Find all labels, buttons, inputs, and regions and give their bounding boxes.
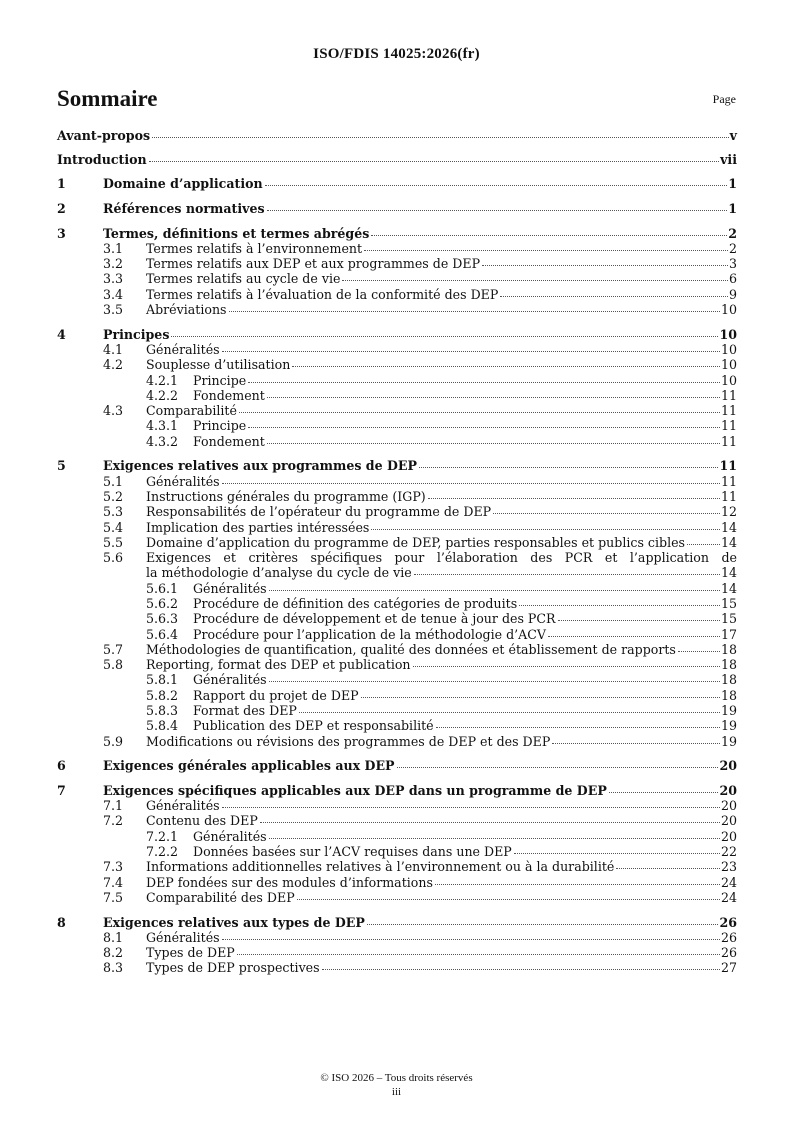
dot-leader [260, 821, 720, 823]
dot-leader [267, 442, 720, 444]
toc-entry-number: 8.2 [103, 945, 124, 961]
toc-entry-page: 1 [728, 200, 737, 216]
dot-leader [435, 883, 720, 885]
toc-entry[interactable] [57, 945, 737, 960]
toc-entry-number: 3 [57, 225, 66, 241]
dot-leader [322, 968, 720, 970]
toc-entry[interactable] [57, 734, 737, 749]
toc-entry-title: Publication des DEP et responsabilité [193, 718, 434, 734]
toc-entry-number: 3.4 [103, 286, 124, 302]
dot-leader [171, 335, 718, 337]
toc-entry-number: 5.5 [103, 534, 124, 550]
toc-entry-title: Contenu des DEP [146, 813, 258, 829]
toc-entry-number: 3.1 [103, 240, 124, 256]
toc-entry-page: 10 [720, 372, 737, 388]
dot-leader [267, 209, 728, 211]
toc-entry-page: 20 [719, 782, 737, 798]
dot-leader [267, 396, 720, 398]
toc-entry-page: 15 [720, 596, 737, 611]
toc-entry-title: Exigences relatives aux types de DEP [103, 914, 365, 930]
toc-entry-page: 19 [720, 733, 737, 749]
toc-entry-title: Généralités [193, 580, 267, 596]
dot-leader [493, 512, 720, 514]
toc-entry[interactable] [57, 758, 737, 773]
toc-entry-title: Termes, définitions et termes abrégés [103, 225, 370, 241]
dot-leader [265, 184, 728, 186]
toc-entry-number: 3.5 [103, 302, 124, 318]
toc-entry-title: Généralités [146, 929, 220, 945]
dot-leader [299, 711, 720, 713]
dot-leader [364, 249, 728, 251]
toc-entry[interactable] [57, 241, 737, 256]
toc-entry-page: 23 [720, 859, 737, 875]
toc-entry[interactable] [57, 657, 737, 672]
dot-leader [414, 573, 720, 575]
toc-entry-title: Introduction [57, 151, 147, 167]
dot-leader [222, 350, 720, 352]
dot-leader [222, 482, 720, 484]
toc-entry[interactable] [57, 930, 737, 945]
toc-entry-page: 9 [728, 286, 737, 302]
toc-entry[interactable] [57, 550, 737, 581]
toc-entry[interactable] [57, 373, 737, 388]
toc-entry-number: 4.1 [103, 341, 124, 357]
toc-entry-page: 17 [720, 626, 737, 642]
toc-entry-title: Rapport du projet de DEP [193, 687, 359, 703]
dot-leader [428, 497, 720, 499]
dot-leader [552, 742, 720, 744]
toc-entry-number: 3.2 [103, 256, 124, 272]
toc-entry[interactable] [57, 890, 737, 905]
dot-leader [436, 726, 720, 728]
toc-entry-number: 6 [57, 758, 66, 774]
toc-entry-title: Généralités [193, 828, 267, 844]
toc-entry-title: Généralités [146, 473, 220, 489]
toc-entry-page: 2 [728, 240, 737, 256]
toc-entry-title: Modifications ou révisions des programmes de DEP et des DEP [146, 733, 551, 749]
toc-entry[interactable] [57, 176, 737, 191]
toc-entry-number: 5.6.1 [146, 580, 179, 596]
toc-entry-number: 5.8.2 [146, 687, 179, 703]
toc-entry-page: 11 [720, 488, 737, 504]
toc-entry-page: 20 [720, 813, 737, 829]
toc-entry[interactable] [57, 271, 737, 286]
toc-entry[interactable] [57, 388, 737, 403]
toc-entry[interactable] [57, 342, 737, 357]
toc-entry-number: 5.9 [103, 733, 124, 749]
toc-entry-page: 14 [720, 519, 737, 535]
toc-entry[interactable] [57, 783, 737, 798]
toc-entry-number: 4.3.2 [146, 433, 179, 449]
dot-leader [248, 426, 720, 428]
dot-leader [222, 938, 720, 940]
toc-entry[interactable] [57, 688, 737, 703]
toc-entry-number: 2 [57, 200, 66, 216]
dot-leader [687, 543, 720, 545]
table-of-contents [57, 128, 737, 976]
dot-leader [419, 466, 718, 468]
toc-entry-number: 7.2.1 [146, 828, 179, 844]
toc-entry-page: 26 [720, 945, 737, 961]
toc-entry-title: Exigences générales applicables aux DEP [103, 758, 395, 774]
toc-entry-title: Comparabilité des DEP [146, 889, 295, 905]
dot-leader [269, 589, 720, 591]
dot-leader [519, 604, 720, 606]
toc-entry-title: Avant-propos [57, 128, 151, 143]
toc-entry-title: Abréviations [146, 302, 227, 318]
toc-entry-page: 18 [720, 641, 737, 657]
toc-entry-page: 11 [720, 403, 737, 419]
toc-entry-number: 5.2 [103, 488, 124, 504]
toc-entry-title: Données basées sur l’ACV requises dans une DEP [193, 844, 512, 860]
toc-entry-page: 18 [720, 672, 737, 688]
toc-entry-number: 5.6.2 [146, 596, 179, 611]
toc-entry[interactable] [57, 403, 737, 418]
toc-entry-title: DEP fondées sur des modules d’informations [146, 874, 433, 890]
toc-entry-number: 4.2 [103, 357, 124, 373]
toc-entry-page: 11 [719, 458, 737, 474]
toc-entry-title: Fondement [193, 387, 265, 403]
toc-entry-title: Termes relatifs à l’environnement [146, 240, 363, 256]
toc-entry[interactable] [57, 875, 737, 890]
dot-leader [149, 160, 719, 162]
toc-entry-number: 1 [57, 176, 66, 192]
toc-entry-title: Domaine d’application du programme de DEP, parties responsables et publics cibles [146, 534, 686, 550]
toc-entry-number: 7.2.2 [146, 844, 179, 860]
toc-entry-number: 5.6.3 [146, 611, 179, 627]
toc-entry[interactable] [57, 226, 737, 241]
toc-entry-title: Termes relatifs aux DEP et aux programmes de DEP [146, 256, 481, 272]
toc-entry-title: Reporting, format des DEP et publication [146, 657, 411, 673]
toc-entry[interactable] [57, 474, 737, 489]
toc-entry-title: Généralités [193, 672, 267, 688]
toc-entry-page: 18 [720, 687, 737, 703]
toc-entry-number: 5.8.4 [146, 718, 179, 734]
toc-entry[interactable] [57, 520, 737, 535]
dot-leader [371, 234, 727, 236]
dot-leader [248, 381, 720, 383]
toc-entry-title: Domaine d’application [103, 176, 263, 192]
toc-entry-page: 14 [720, 534, 737, 550]
toc-entry-number: 8.3 [103, 960, 124, 976]
toc-entry-number: 4.3.1 [146, 418, 179, 434]
dot-leader [297, 898, 720, 900]
toc-entry-title: Implication des parties intéressées [146, 519, 370, 535]
toc-entry-page: 24 [720, 874, 737, 890]
dot-leader [239, 411, 720, 413]
toc-entry-number: 7.4 [103, 874, 124, 890]
copyright-notice: © ISO 2026 – Tous droits réservés [320, 1072, 473, 1084]
toc-entry-number: 7.1 [103, 798, 124, 814]
toc-entry-number: 8.1 [103, 929, 124, 945]
page-column-label: Page [712, 92, 736, 106]
toc-entry-title: Format des DEP [193, 703, 297, 719]
toc-entry-title: Fondement [193, 433, 265, 449]
toc-entry-title: Exigences spécifiques applicables aux DEP dans un programme de DEP [103, 782, 607, 798]
toc-entry-number: 5 [57, 458, 66, 474]
page-title: Sommaire [57, 86, 158, 111]
toc-entry-title: Exigences relatives aux programmes de DEP [103, 458, 418, 474]
toc-entry-title: Termes relatifs au cycle de vie [146, 271, 341, 287]
dot-leader [229, 310, 720, 312]
dot-leader [678, 650, 720, 652]
toc-entry-title: Responsabilités de l’opérateur du programme de DEP [146, 504, 492, 520]
toc-entry-page: 12 [720, 504, 737, 520]
dot-leader [616, 867, 720, 869]
toc-entry[interactable] [57, 596, 737, 611]
toc-entry-number: 5.8.3 [146, 703, 179, 719]
toc-entry-number: 5.7 [103, 641, 124, 657]
toc-entry-page: 10 [720, 341, 737, 357]
toc-entry-title: Instructions générales du programme (IGP) [146, 488, 426, 504]
toc-entry-page: 14 [720, 565, 737, 581]
dot-leader [152, 136, 729, 138]
toc-entry[interactable] [57, 418, 737, 433]
toc-entry-number: 7.5 [103, 889, 124, 905]
dot-leader [514, 852, 720, 854]
toc-entry-title: Généralités [146, 341, 220, 357]
toc-entry-title: Principe [193, 372, 247, 388]
toc-entry-page: 18 [720, 657, 737, 673]
toc-entry-title: Comparabilité [146, 403, 237, 419]
toc-entry-page: 11 [720, 433, 737, 449]
document-header: ISO/FDIS 14025:2026(fr) [313, 46, 480, 62]
toc-entry-page: 20 [720, 828, 737, 844]
toc-entry[interactable] [57, 844, 737, 859]
toc-entry[interactable] [57, 642, 737, 657]
dot-leader [558, 619, 720, 621]
toc-entry-page: 26 [720, 929, 737, 945]
toc-entry-number: 4.2.2 [146, 387, 179, 403]
dot-leader [500, 295, 728, 297]
dot-leader [222, 806, 720, 808]
toc-entry-page: 20 [720, 798, 737, 814]
toc-entry-number: 5.4 [103, 519, 124, 535]
toc-entry[interactable] [57, 287, 737, 302]
toc-entry-number: 5.8 [103, 657, 124, 673]
toc-entry-page: 15 [720, 611, 737, 627]
toc-entry-title: Informations additionnelles relatives à l’environnement ou à la durabilité [146, 859, 615, 875]
toc-entry-number: 4.2.1 [146, 372, 179, 388]
dot-leader [609, 791, 719, 793]
dot-leader [292, 365, 720, 367]
toc-entry-page: 19 [720, 718, 737, 734]
toc-entry-number: 4 [57, 326, 66, 342]
toc-entry-page: 26 [719, 914, 737, 930]
dot-leader [548, 635, 720, 637]
toc-entry-page: 10 [720, 357, 737, 373]
toc-entry-title: Généralités [146, 798, 220, 814]
toc-entry-number: 4.3 [103, 403, 124, 419]
toc-entry[interactable] [57, 798, 737, 813]
toc-entry[interactable] [57, 434, 737, 449]
toc-entry-title: Procédure de développement et de tenue à jour des PCR [193, 611, 556, 627]
page-footer [0, 1071, 793, 1099]
dot-leader [367, 923, 719, 925]
toc-entry-title: Souplesse d’utilisation [146, 357, 291, 373]
toc-entry-number: 8 [57, 914, 66, 930]
toc-entry[interactable] [57, 718, 737, 733]
toc-entry-page: 20 [719, 758, 737, 774]
toc-entry[interactable] [57, 128, 737, 143]
toc-entry-page: 11 [720, 418, 737, 434]
toc-entry-page: 10 [719, 326, 737, 342]
toc-entry[interactable] [57, 915, 737, 930]
toc-entry-number: 7.3 [103, 859, 124, 875]
toc-entry[interactable] [57, 829, 737, 844]
toc-entry[interactable] [57, 960, 737, 975]
toc-entry-number: 5.1 [103, 473, 124, 489]
toc-entry-number: 5.8.1 [146, 672, 179, 688]
toc-entry-page: 11 [720, 387, 737, 403]
toc-entry-number: 5.6 [103, 550, 124, 566]
dot-leader [413, 665, 720, 667]
toc-entry[interactable] [57, 357, 737, 372]
toc-entry-page: 22 [720, 844, 737, 860]
toc-entry-page: 1 [728, 176, 737, 192]
toc-entry[interactable] [57, 256, 737, 271]
toc-entry[interactable] [57, 504, 737, 519]
toc-entry-title: Méthodologies de quantification, qualité des données et établissement de rapports [146, 641, 676, 657]
toc-entry-title: Principe [193, 418, 247, 434]
toc-entry[interactable] [57, 672, 737, 687]
toc-entry[interactable] [57, 703, 737, 718]
toc-entry[interactable] [57, 611, 737, 626]
toc-entry-number: 5.6.4 [146, 626, 179, 642]
toc-entry-number: 7 [57, 782, 66, 798]
toc-entry[interactable] [57, 535, 737, 550]
toc-entry-page: 6 [728, 271, 737, 287]
dot-leader [269, 837, 720, 839]
toc-entry-title: Procédure pour l’application de la méthodologie d’ACV [193, 626, 546, 642]
toc-entry-number: 3.3 [103, 271, 124, 287]
toc-entry-number: 5.3 [103, 504, 124, 520]
toc-entry-page: 11 [720, 473, 737, 489]
dot-leader [237, 953, 720, 955]
toc-entry[interactable] [57, 327, 737, 342]
dot-leader [361, 696, 720, 698]
toc-entry[interactable] [57, 627, 737, 642]
toc-entry[interactable] [57, 581, 737, 596]
dot-leader [371, 528, 720, 530]
toc-entry[interactable] [57, 458, 737, 473]
toc-entry-number: 7.2 [103, 813, 124, 829]
toc-entry-page: 24 [720, 889, 737, 905]
page-number: iii [391, 1086, 402, 1098]
dot-leader [482, 264, 728, 266]
toc-entry-title-line2: la méthodologie d’analyse du cycle de vie [146, 565, 412, 581]
toc-entry-page: 3 [728, 256, 737, 272]
toc-entry[interactable] [57, 152, 737, 167]
toc-entry[interactable] [57, 201, 737, 216]
dot-leader [397, 766, 719, 768]
toc-entry[interactable] [57, 489, 737, 504]
toc-entry-title: Types de DEP prospectives [146, 960, 320, 976]
toc-entry-page: 27 [720, 960, 737, 976]
toc-entry[interactable] [57, 859, 737, 874]
dot-leader [342, 279, 728, 281]
toc-entry-page: 14 [720, 580, 737, 596]
toc-entry-page: 10 [720, 302, 737, 318]
toc-entry[interactable] [57, 302, 737, 317]
toc-entry-page: 2 [728, 225, 737, 241]
toc-entry-page: 19 [720, 703, 737, 719]
dot-leader [269, 680, 720, 682]
toc-entry-title: Principes [103, 326, 170, 342]
toc-entry-page: v [729, 128, 737, 143]
toc-entry-title: Références normatives [103, 200, 265, 216]
toc-entry[interactable] [57, 813, 737, 828]
toc-entry-title-line1: Exigences et critères spécifiques pour l’élaboration des PCR et l’application de [146, 550, 737, 566]
toc-entry-page: vii [720, 151, 737, 167]
toc-entry-title: Procédure de définition des catégories de produits [193, 596, 518, 611]
toc-entry-title: Types de DEP [146, 945, 235, 961]
toc-entry-title: Termes relatifs à l’évaluation de la conformité des DEP [146, 286, 499, 302]
